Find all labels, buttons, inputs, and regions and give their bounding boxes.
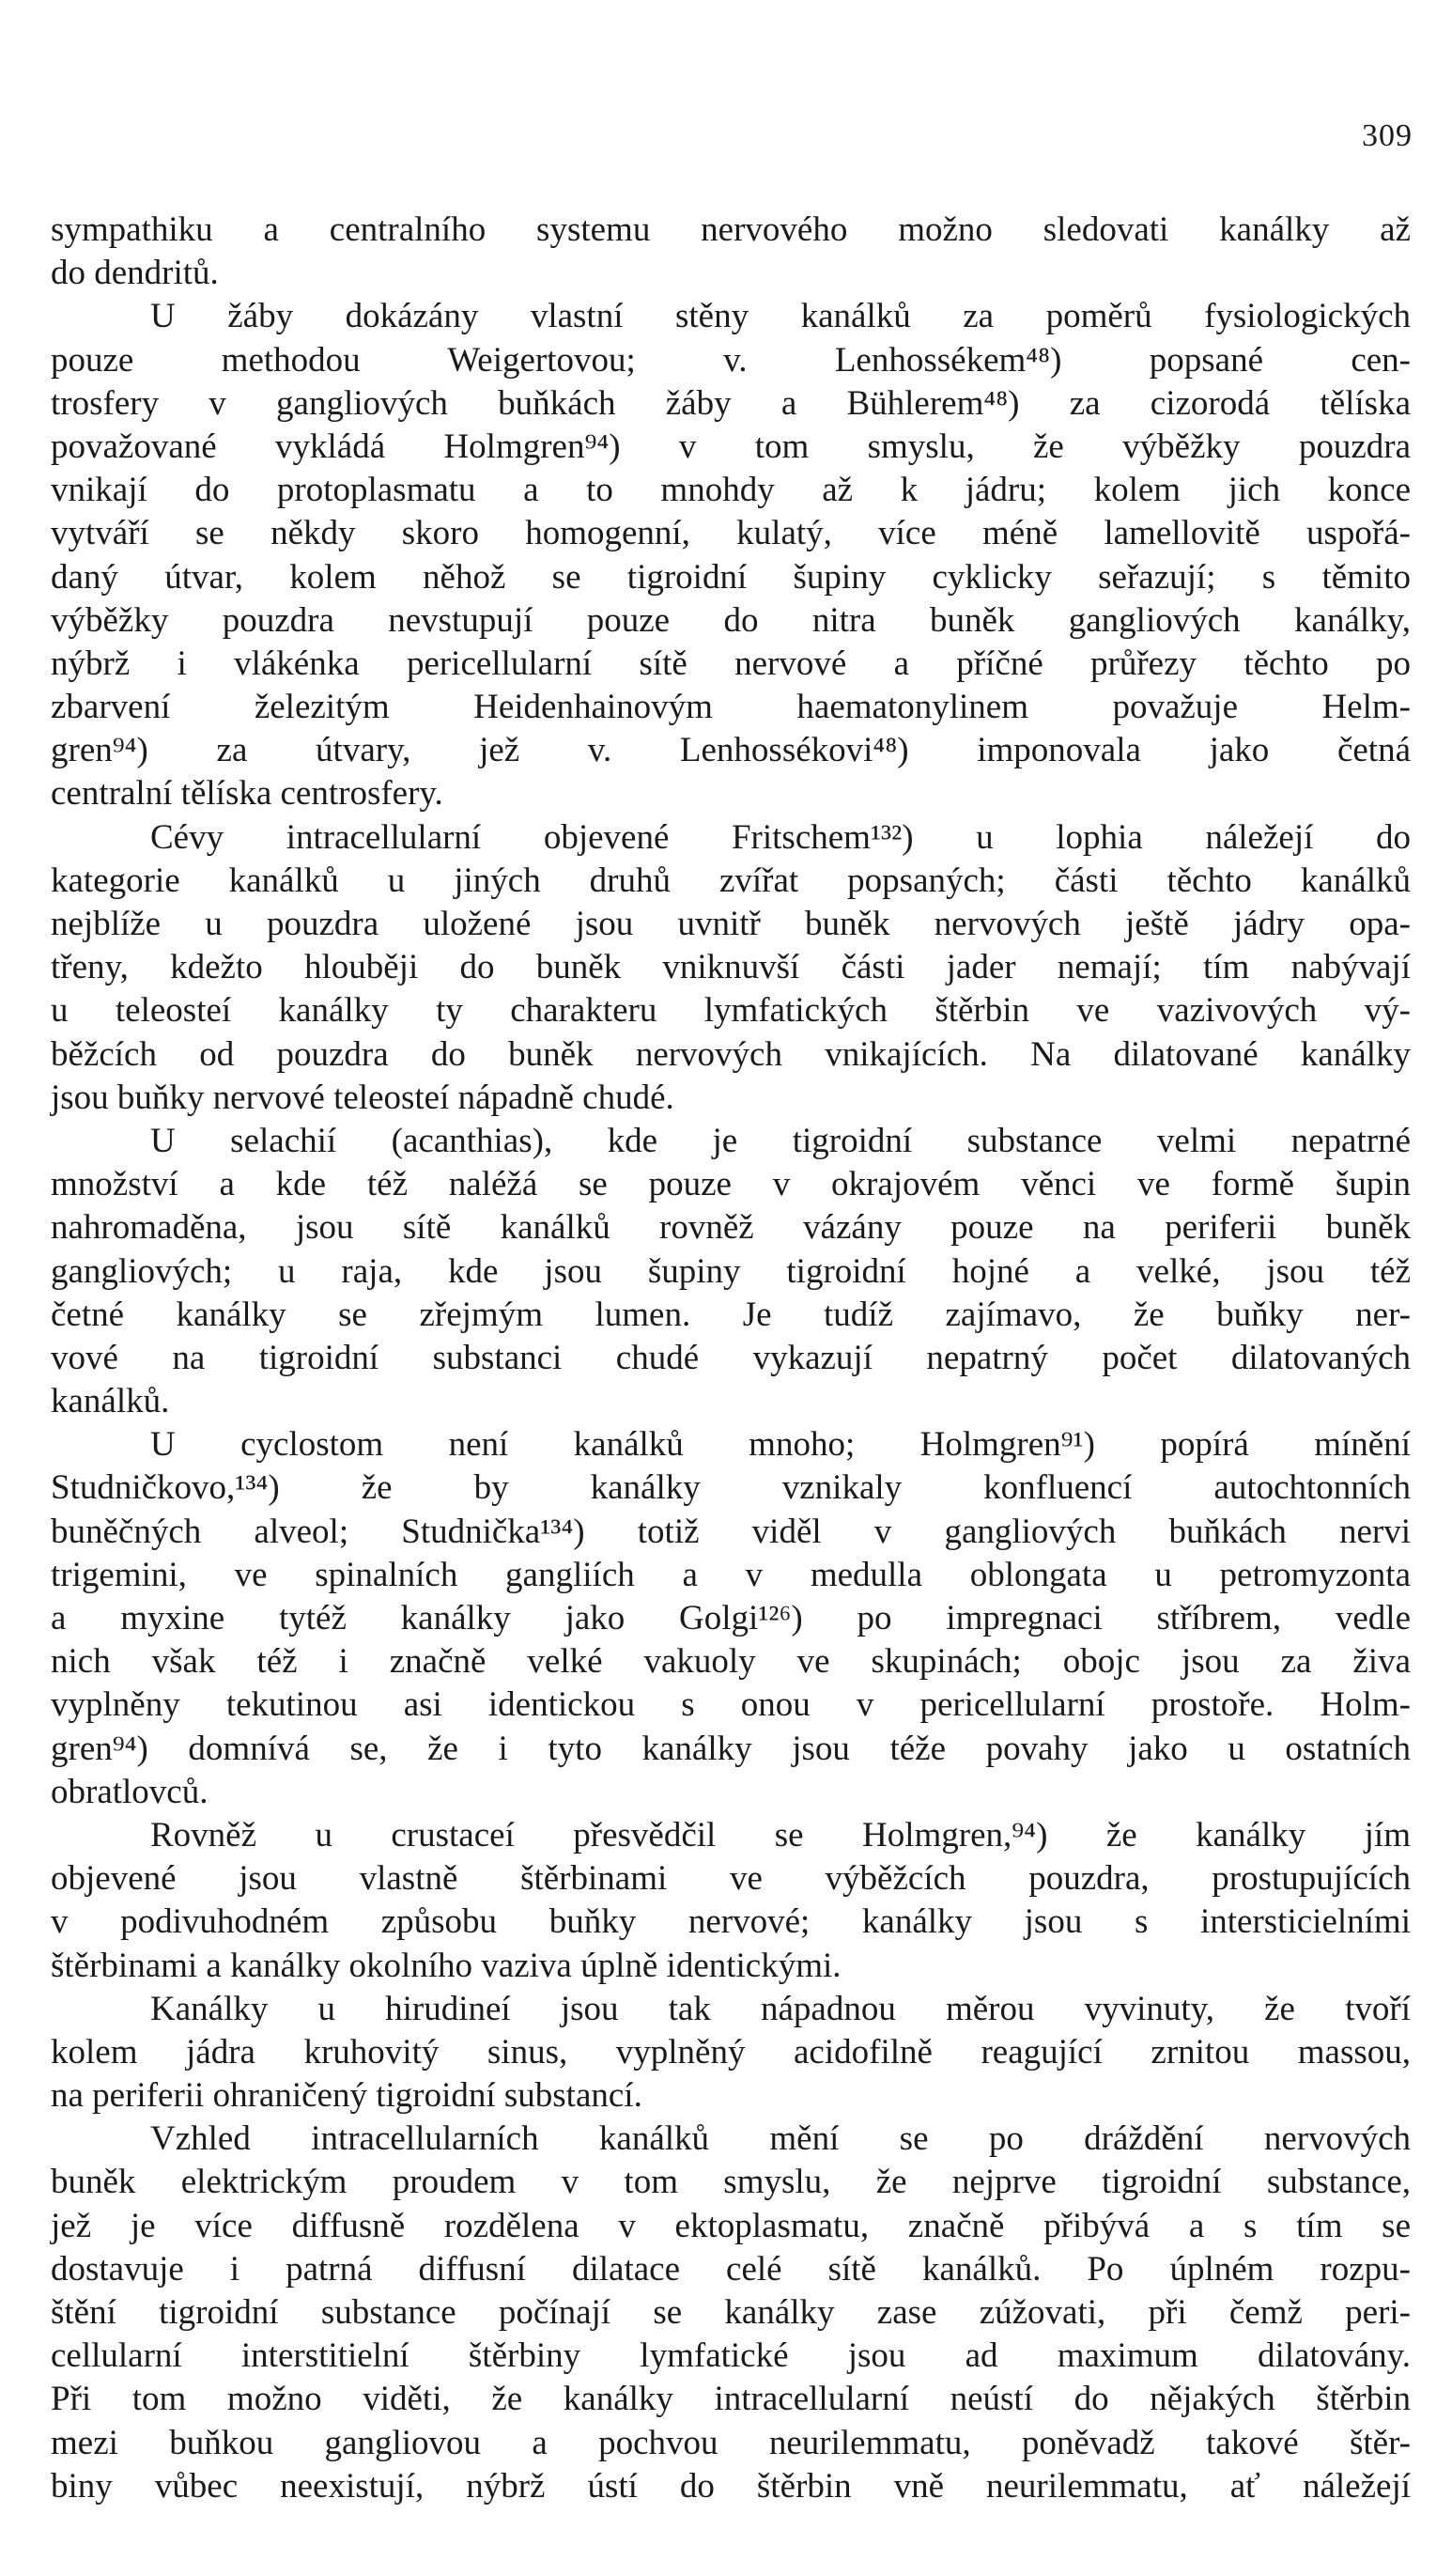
- text-line: mezi buňkou gangliovou a pochvou neurilemmatu, poněvadž takové štěr-: [51, 2423, 1411, 2462]
- text-line: obratlovců.: [51, 1772, 209, 1811]
- text-line: U cyclostom není kanálků mnoho; Holmgren⁹¹) popírá mínění: [150, 1425, 1411, 1465]
- text-line: kanálků.: [51, 1382, 170, 1421]
- text-line: gangliových; u raja, kde jsou šupiny tigroidní hojné a velké, jsou též: [51, 1251, 1411, 1291]
- text-line: sympathiku a centralního systemu nervového možno sledovati kanálky až: [51, 210, 1411, 249]
- page-number: 309: [1362, 118, 1413, 153]
- text-line: kategorie kanálků u jiných druhů zvířat popsaných; části těchto kanálků: [51, 861, 1411, 900]
- text-line: vytváří se někdy skoro homogenní, kulatý, více méně lamellovitě uspořá-: [51, 514, 1411, 553]
- text-line: vnikají do protoplasmatu a to mnohdy až k jádru; kolem jich konce: [51, 471, 1411, 510]
- text-line: dostavuje i patrná diffusní dilatace celé sítě kanálků. Po úplném rozpu-: [51, 2249, 1411, 2289]
- text-line: četné kanálky se zřejmým lumen. Je tudíž zajímavo, že buňky ner-: [51, 1295, 1411, 1334]
- text-line: štění tigroidní substance počínají se kanálky zase zúžovati, při čemž peri-: [51, 2293, 1411, 2332]
- text-line: vové na tigroidní substanci chudé vykazují nepatrný počet dilatovaných: [51, 1338, 1411, 1377]
- text-line: buněk elektrickým proudem v tom smyslu, že nejprve tigroidní substance,: [51, 2163, 1411, 2202]
- text-line: Kanálky u hirudineí jsou tak nápadnou měrou vyvinuty, že tvoří: [150, 1989, 1411, 2028]
- text-line: trosfery v gangliových buňkách žáby a Bühlerem⁴⁸) za cizorodá tělíska: [51, 383, 1411, 423]
- text-line: u teleosteí kanálky ty charakteru lymfatických štěrbin ve vazivových vý-: [51, 991, 1411, 1031]
- text-line: buněčných alveol; Studnička¹³⁴) totiž viděl v gangliových buňkách nervi: [51, 1512, 1411, 1551]
- text-line: zbarvení železitým Heidenhainovým haematonylinem považuje Helm-: [51, 688, 1411, 727]
- text-line: gren⁹⁴) za útvary, jež v. Lenhossékovi⁴⁸) imponovala jako četná: [51, 731, 1411, 770]
- text-line: a myxine tytéž kanálky jako Golgi¹²⁶) po impregnaci stříbrem, vedle: [51, 1599, 1411, 1637]
- text-line: centralní tělíska centrosfery.: [51, 774, 443, 814]
- text-line: vyplněny tekutinou asi identickou s onou v pericellularní prostoře. Holm-: [51, 1685, 1411, 1725]
- text-line: jsou buňky nervové teleosteí nápadně chudé.: [51, 1078, 674, 1117]
- text-line: U žáby dokázány vlastní stěny kanálků za poměrů fysiologických: [150, 297, 1411, 336]
- text-line: Vzhled intracellularních kanálků mění se po dráždění nervových: [150, 2119, 1411, 2159]
- text-line: v podivuhodném způsobu buňky nervové; kanálky jsou s intersticielními: [51, 1902, 1411, 1942]
- text-line: na periferii ohraničený tigroidní substancí.: [51, 2076, 642, 2116]
- text-line: kolem jádra kruhovitý sinus, vyplněný acidofilně reagující zrnitou massou,: [51, 2032, 1411, 2072]
- text-line: jež je více diffusně rozdělena v ektoplasmatu, značně přibývá a s tím se: [51, 2206, 1411, 2245]
- text-line: považované vykládá Holmgren⁹⁴) v tom smyslu, že výběžky pouzdra: [51, 427, 1411, 466]
- text-line: biny vůbec neexistují, nýbrž ústí do štěrbin vně neurilemmatu, ať náležejí: [51, 2466, 1411, 2506]
- text-line: nýbrž i vlákénka pericellularní sítě nervové a příčné průřezy těchto po: [51, 644, 1411, 683]
- text-line: nich však též i značně velké vakuoly ve skupinách; obojc jsou za živa: [51, 1642, 1411, 1682]
- text-line: Při tom možno viděti, že kanálky intracellularní neústí do nějakých štěrbin: [51, 2380, 1411, 2419]
- text-line: daný útvar, kolem něhož se tigroidní šupiny cyklicky seřazují; s těmito: [51, 557, 1411, 597]
- text-line: Cévy intracellularní objevené Fritschem¹³²) u lophia náležejí do: [150, 817, 1411, 857]
- text-line: štěrbinami a kanálky okolního vaziva úplně identickými.: [51, 1946, 842, 1985]
- text-line: gren⁹⁴) domnívá se, že i tyto kanálky jsou téže povahy jako u ostatních: [51, 1729, 1411, 1768]
- text-line: pouze methodou Weigertovou; v. Lenhossékem⁴⁸) popsané cen-: [51, 340, 1411, 380]
- text-line: U selachií (acanthias), kde je tigroidní substance velmi nepatrné: [150, 1121, 1411, 1160]
- text-line: Rovněž u crustaceí přesvědčil se Holmgren,⁹⁴) že kanálky jím: [150, 1815, 1411, 1854]
- text-line: trigemini, ve spinalních gangliích a v medulla oblongata u petromyzonta: [51, 1555, 1411, 1594]
- text-line: Studničkovo,¹³⁴) že by kanálky vznikaly konfluencí autochtonních: [51, 1468, 1411, 1508]
- text-line: množství a kde též naléžá se pouze v okrajovém věnci ve formě šupin: [51, 1165, 1411, 1204]
- body-text: [51, 209, 1411, 2508]
- text-line: objevené jsou vlastně štěrbinami ve výběžcích pouzdra, prostupujících: [51, 1859, 1411, 1899]
- text-line: cellularní interstitielní štěrbiny lymfatické jsou ad maximum dilatovány.: [51, 2336, 1411, 2376]
- text-line: třeny, kdežto hlouběji do buněk vniknuvší části jader nemají; tím nabývají: [51, 948, 1411, 987]
- text-line: nejblíže u pouzdra uložené jsou uvnitř buněk nervových ještě jádry opa-: [51, 905, 1411, 943]
- text-line: nahromaděna, jsou sítě kanálků rovněž vázány pouze na periferii buněk: [51, 1208, 1411, 1248]
- text-line: běžcích od pouzdra do buněk nervových vnikajících. Na dilatované kanálky: [51, 1034, 1411, 1074]
- text-line: výběžky pouzdra nevstupují pouze do nitra buněk gangliových kanálky,: [51, 600, 1411, 640]
- text-line: do dendritů.: [51, 254, 219, 293]
